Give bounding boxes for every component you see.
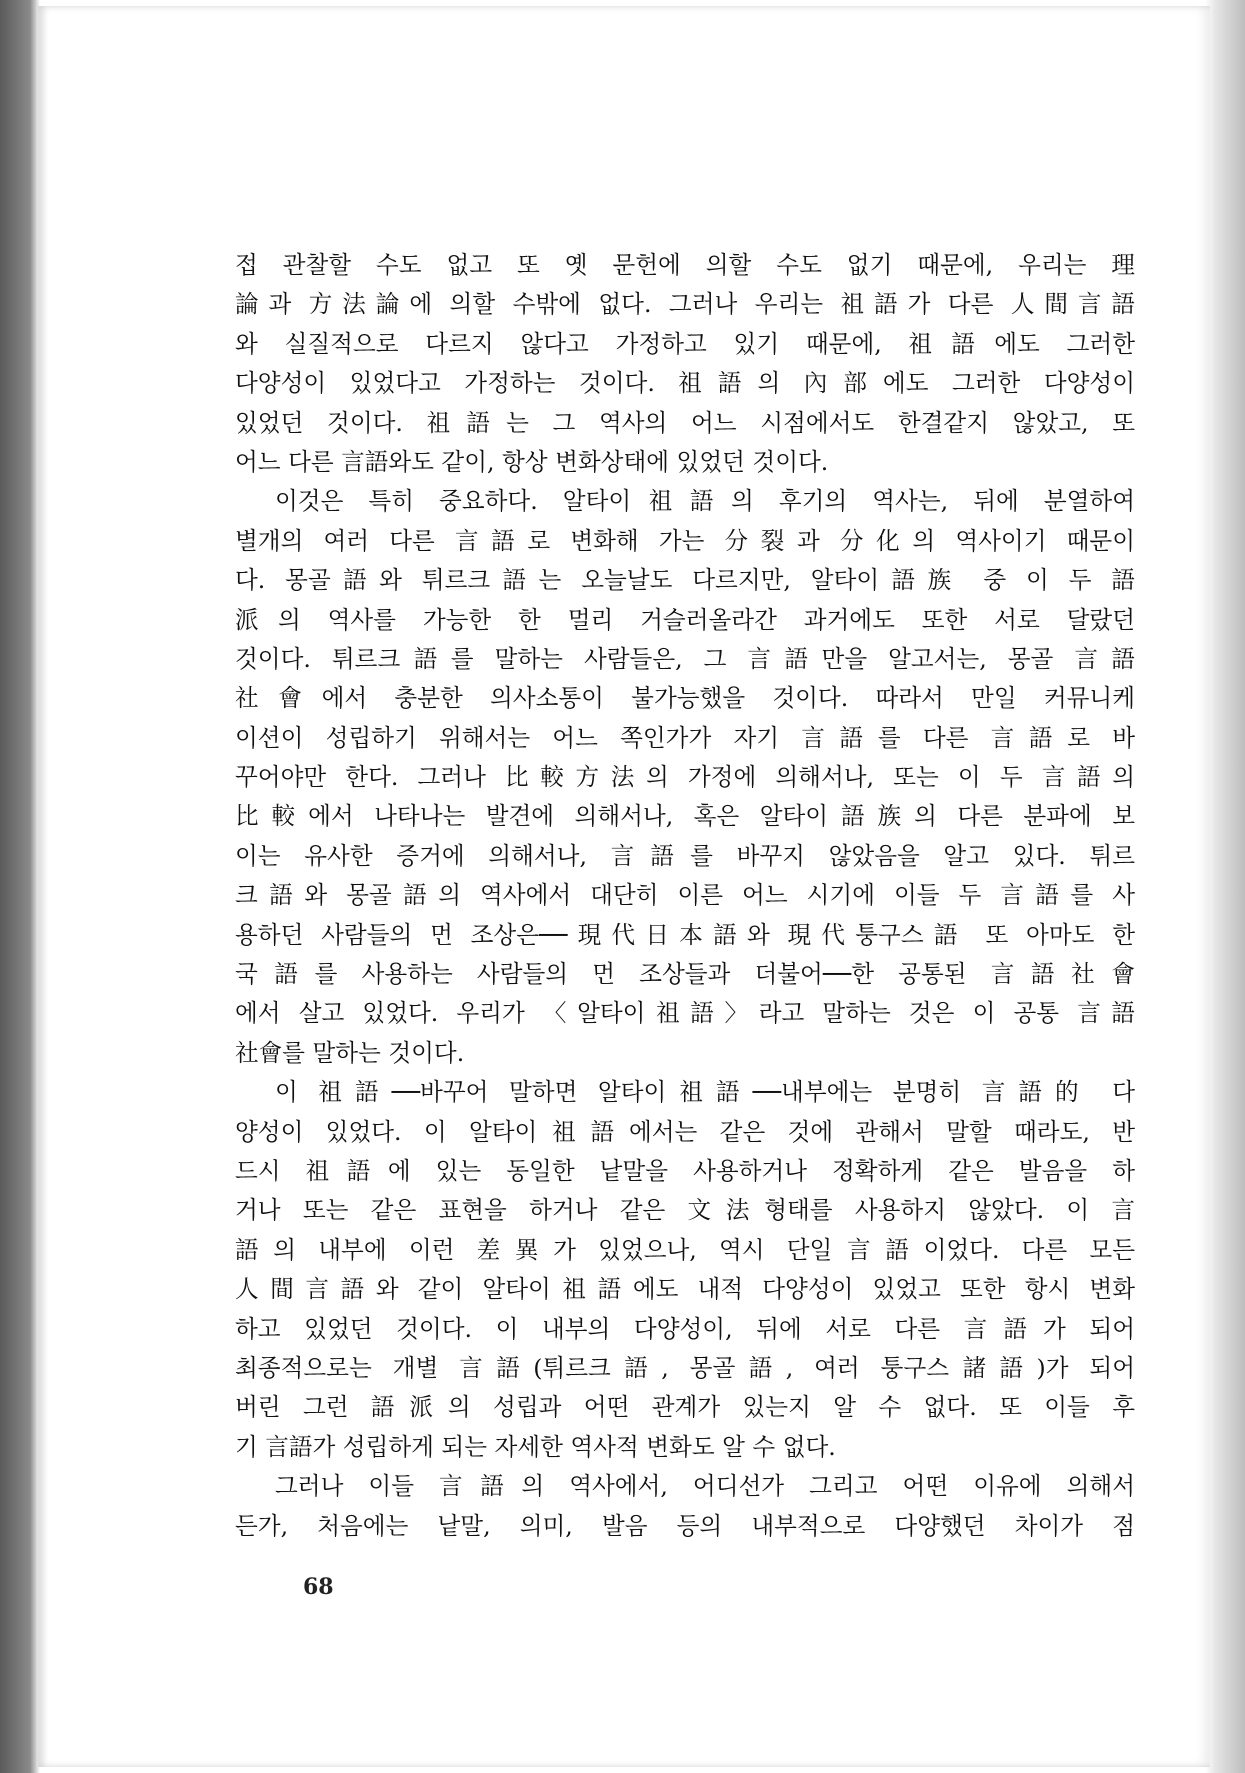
text-line: 든가, 처음에는 낱말, 의미, 발음 등의 내부적으로 다양했던 차이가 점 (235, 1511, 1135, 1540)
text-line: 거나 또는 같은 표현을 하거나 같은 文法형태를 사용하지 않았다. 이 言 (235, 1196, 1135, 1225)
text-line: 국語를 사용하는 사람들의 먼 조상들과 더불어──한 공통된 言語社會 (235, 960, 1135, 989)
text-line: 드시 祖語에 있는 동일한 낱말을 사용하거나 정확하게 같은 발음을 하 (235, 1156, 1135, 1185)
text-line: 기 言語가 성립하게 되는 자세한 역사적 변화도 알 수 없다. (235, 1432, 836, 1461)
text-line: 어느 다른 言語와도 같이, 항상 변화상태에 있었던 것이다. (235, 447, 829, 476)
text-line: 하고 있었던 것이다. 이 내부의 다양성이, 뒤에 서로 다른 言語가 되어 (235, 1314, 1135, 1343)
text-line: 派의 역사를 가능한 한 멀리 거슬러올라간 과거에도 또한 서로 달랐던 (235, 605, 1135, 634)
text-line: 양성이 있었다. 이 알타이祖語에서는 같은 것에 관해서 말할 때라도, 반 (235, 1117, 1135, 1146)
body-text (235, 246, 1135, 1546)
text-line: 이것은 특히 중요하다. 알타이祖語의 후기의 역사는, 뒤에 분열하여 (275, 487, 1135, 516)
text-line: 다. 몽골語와 튀르크語는 오늘날도 다르지만, 알타이語族 중 이 두 語 (235, 566, 1135, 595)
text-line: 접 관찰할 수도 없고 또 옛 문헌에 의할 수도 없기 때문에, 우리는 理 (235, 251, 1135, 279)
text-line: 크語와 몽골語의 역사에서 대단히 이른 어느 시기에 이들 두 言語를 사 (235, 881, 1135, 910)
text-line: 社會에서 충분한 의사소통이 불가능했을 것이다. 따라서 만일 커뮤니케 (235, 684, 1135, 713)
text-line: 이션이 성립하기 위해서는 어느 쪽인가가 자기 言語를 다른 言語로 바 (235, 723, 1135, 752)
text-line: 것이다. 튀르크語를 말하는 사람들은, 그 言語만을 알고서는, 몽골 言語 (235, 644, 1135, 673)
text-line: 이 祖語──바꾸어 말하면 알타이祖語──내부에는 분명히 言語的 다 (275, 1078, 1135, 1107)
text-line: 比較에서 나타나는 발견에 의해서나, 혹은 알타이語族의 다른 분파에 보 (235, 802, 1135, 831)
text-line: 論과 方法論에 의할 수밖에 없다. 그러나 우리는 祖語가 다른 人間言語 (235, 290, 1135, 319)
text-line: 있었던 것이다. 祖語는 그 역사의 어느 시점에서도 한결같지 않았고, 또 (235, 408, 1135, 437)
text-line: 그러나 이들 言語의 역사에서, 어디선가 그리고 어떤 이유에 의해서 (275, 1472, 1135, 1501)
book-page (38, 6, 1210, 1767)
text-line: 에서 살고 있었다. 우리가 〈알타이祖語〉라고 말하는 것은 이 공통 言語 (235, 999, 1135, 1028)
text-line: 꾸어야만 한다. 그러나 比較方法의 가정에 의해서나, 또는 이 두 言語의 (235, 763, 1135, 792)
text-line: 와 실질적으로 다르지 않다고 가정하고 있기 때문에, 祖語에도 그러한 (235, 329, 1135, 358)
text-line: 별개의 여러 다른 言語로 변화해 가는 分裂과 分化의 역사이기 때문이 (235, 526, 1135, 555)
text-line: 語의 내부에 이런 差異가 있었으나, 역시 단일言語이었다. 다른 모든 (235, 1235, 1135, 1264)
text-line: 다양성이 있었다고 가정하는 것이다. 祖語의 內部에도 그러한 다양성이 (235, 369, 1135, 398)
text-line: 社會를 말하는 것이다. (235, 1038, 465, 1067)
text-line: 용하던 사람들의 먼 조상은──現代日本語와 現代퉁구스語 또 아마도 한 (235, 920, 1135, 949)
page-number: 68 (303, 1574, 334, 1600)
text-line: 人間言語와 같이 알타이祖語에도 내적 다양성이 있었고 또한 항시 변화 (235, 1275, 1135, 1304)
text-line: 이는 유사한 증거에 의해서나, 言語를 바꾸지 않았음을 알고 있다. 튀르 (235, 841, 1135, 870)
text-line: 최종적으로는 개별 言語(튀르크語, 몽골語, 여러 퉁구스諸語)가 되어 (235, 1353, 1135, 1382)
text-line: 버린 그런 語派의 성립과 어떤 관계가 있는지 알 수 없다. 또 이들 후 (235, 1393, 1135, 1422)
